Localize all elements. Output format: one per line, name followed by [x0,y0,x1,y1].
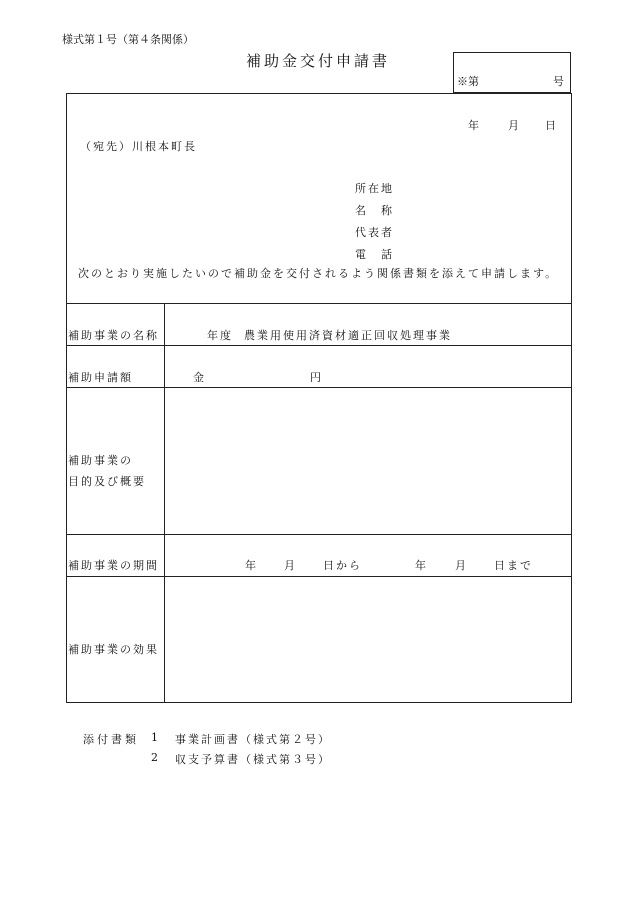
period-from-day: 日から [323,559,362,572]
form-border-left [66,93,67,703]
period-from-year: 年 [245,559,256,572]
receipt-number-suffix: 号 [553,75,564,88]
date-year: 年 [468,119,481,132]
addressee: （宛先）川根本町長 [80,140,197,153]
attachment-number: 1 [151,731,158,744]
period-label: 補助事業の期間 [68,559,159,572]
date-month: 月 [508,119,521,132]
label-column-divider [164,303,165,703]
row-separator [66,303,572,304]
purpose-label-line2: 目的及び概要 [68,475,146,488]
amount-unit: 円 [310,371,321,384]
application-statement: 次のとおり実施したいので補助金を交付されるよう関係書類を添えて申請します。 [78,267,559,280]
period-to-day: 日まで [494,559,533,572]
applicant-representative-label: 代表者 [355,226,394,239]
row-separator [66,345,572,346]
period-to-year: 年 [415,559,426,572]
amount-prefix: 金 [193,371,204,384]
project-name-year-prefix: 年度 [207,329,233,342]
attachment-text: 収支予算書（様式第３号） [175,753,331,766]
date-day: 日 [545,119,558,132]
project-name-value: 農業用使用済資材適正回収処理事業 [244,329,452,342]
row-separator [66,576,572,577]
row-separator [66,534,572,535]
applicant-name-label: 名 称 [355,204,394,217]
project-name-label: 補助事業の名称 [68,329,159,342]
receipt-number-prefix: ※第 [457,75,479,88]
form-border-bottom [66,702,572,703]
applicant-address-label: 所在地 [355,182,394,195]
form-border-right [571,93,572,703]
form-title: 補助金交付申請書 [245,52,390,70]
attachment-text: 事業計画書（様式第２号） [175,733,331,746]
effect-label: 補助事業の効果 [68,643,159,656]
row-separator [66,387,572,388]
form-number: 様式第１号（第４条関係） [62,33,194,46]
form-border-top [66,93,572,94]
period-from-month: 月 [284,559,295,572]
attachments-heading: 添付書類 [83,733,139,746]
period-to-month: 月 [455,559,466,572]
attachment-number: 2 [151,751,158,764]
purpose-label-line1: 補助事業の [68,454,133,467]
amount-label: 補助申請額 [68,371,133,384]
applicant-phone-label: 電 話 [355,248,394,261]
